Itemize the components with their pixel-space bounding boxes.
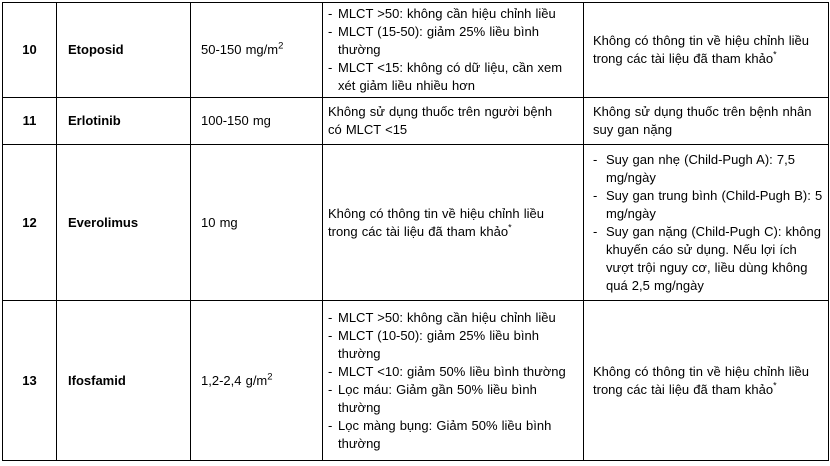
list-item [328,363,567,381]
dose-exponent: 2 [278,40,284,52]
bullet-dash: - [328,327,333,343]
bullet-text: MLCT <15: không có dữ liệu, cần xem xét giảm liều nhiều hơn [338,60,563,93]
cell-renal-adjustment [323,3,584,98]
note-text: Không có thông tin về hiệu chỉnh liều trong các tài liệu đã tham khảo [328,205,544,239]
list-item [328,309,567,327]
dose-exponent: 2 [267,371,273,383]
bullet-text: MLCT >50: không cần hiệu chỉnh liều [338,309,556,325]
cell-row-number [3,98,57,145]
drug-name: Ifosfamid [68,372,126,388]
bullet-dash: - [593,187,598,203]
cell-dose [191,3,323,98]
table-row [3,98,829,145]
bullet-dash: - [328,60,333,75]
bullet-text: MLCT (15-50): giảm 25% liều bình thường [338,24,539,57]
table-row [3,145,829,301]
drug-name: Erlotinib [68,113,121,128]
cell-hepatic-adjustment [584,145,829,301]
row-number: 10 [22,42,37,57]
cell-hepatic-adjustment [584,301,829,461]
footnote-marker: * [508,222,512,233]
cell-drug-name [57,145,191,301]
cell-row-number [3,3,57,98]
table-row [3,301,829,461]
bullet-text: Suy gan nhẹ (Child-Pugh A): 7,5 mg/ngày [606,151,795,185]
list-item [593,151,823,187]
cell-renal-adjustment [323,98,584,145]
bullet-text: MLCT >50: không cần hiệu chỉnh liều [338,6,556,21]
list-item [328,5,567,23]
table-row [3,3,829,98]
bullet-text: Lọc màng bụng: Giảm 50% liều bình thường [338,417,552,451]
bullet-dash: - [593,151,598,167]
dose-value: 100-150 mg [201,113,271,128]
note-text: Không sử dụng thuốc trên người bệnh có MLCT <15 [328,104,553,137]
cell-drug-name [57,301,191,461]
cell-dose [191,98,323,145]
list-item [328,327,567,363]
list-item [593,223,823,295]
drug-name: Everolimus [68,214,139,230]
dose-value: 1,2-2,4 g/m [201,372,268,388]
bullet-text: MLCT <10: giảm 50% liều bình thường [338,363,566,379]
cell-drug-name [57,3,191,98]
note-text: Không có thông tin về hiệu chỉnh liều trong các tài liệu đã tham khảo [593,363,809,397]
drug-dosing-table [2,2,829,461]
bullet-text: MLCT (10-50): giảm 25% liều bình thường [338,327,539,361]
list-item [328,417,567,453]
row-number: 11 [22,113,37,128]
bullet-text: Suy gan nặng (Child-Pugh C): không khuyến cáo sử dụng. Nếu lợi ích vượt trội nguy cơ, liều dùng không quá 2,5 mg/ngày [606,223,821,293]
row-number: 13 [22,372,37,388]
bullet-dash: - [328,417,333,433]
bullet-dash: - [328,363,333,379]
list-item [328,381,567,417]
bullet-text: Lọc máu: Giảm gần 50% liều bình thường [338,381,537,415]
cell-dose [191,145,323,301]
row-number: 12 [22,214,37,230]
note-text: Không sử dụng thuốc trên bệnh nhân suy gan nặng [593,104,812,137]
cell-row-number [3,145,57,301]
list-item [593,187,823,223]
bullet-dash: - [328,381,333,397]
bullet-dash: - [593,223,598,239]
bullet-dash: - [328,309,333,325]
cell-drug-name [57,98,191,145]
cell-renal-adjustment [323,145,584,301]
bullet-text: Suy gan trung bình (Child-Pugh B): 5 mg/ngày [606,187,823,221]
note-text: Không có thông tin về hiệu chỉnh liều trong các tài liệu đã tham khảo [593,33,809,66]
dose-value: 50-150 mg/m [201,42,279,57]
cell-row-number [3,301,57,461]
list-item [328,23,567,59]
footnote-marker: * [773,380,777,391]
cell-dose [191,301,323,461]
list-item [328,59,567,95]
bullet-dash: - [328,6,333,21]
cell-hepatic-adjustment [584,98,829,145]
cell-renal-adjustment [323,301,584,461]
dose-value: 10 mg [201,214,238,230]
drug-name: Etoposid [68,42,124,57]
bullet-dash: - [328,24,333,39]
cell-hepatic-adjustment [584,3,829,98]
footnote-marker: * [773,49,777,60]
